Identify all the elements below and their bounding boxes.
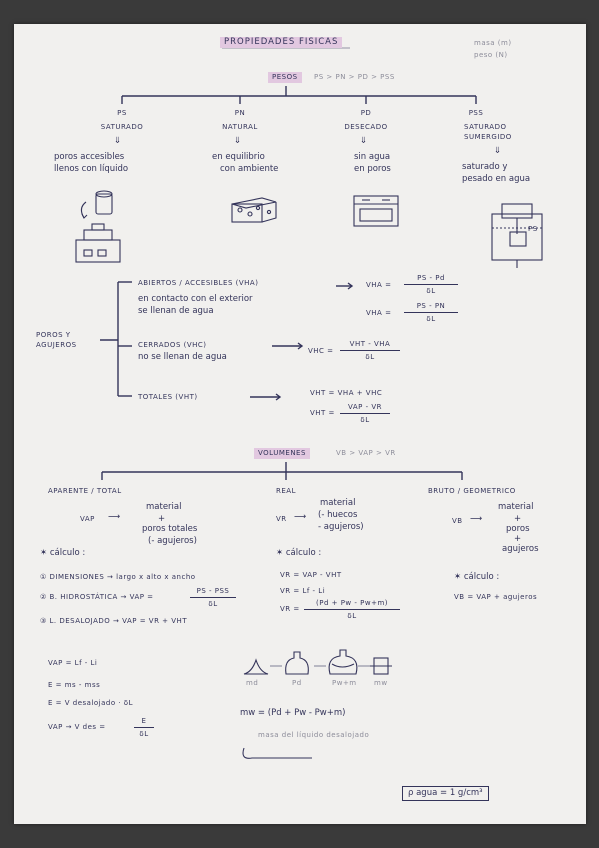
bruto-desc-1: material xyxy=(498,502,534,512)
vha-formula-1-den: δL xyxy=(426,287,436,295)
bruto-desc-5: agujeros xyxy=(502,544,539,554)
agua-density-box: ρ agua = 1 g/cm³ xyxy=(402,786,489,801)
peso-pd-abbr: PD xyxy=(360,109,372,117)
calc-aparente-2-num: PS - PSS xyxy=(190,586,236,598)
aparente-abbr: VAP xyxy=(80,515,95,523)
vha-formula-1-num: PS - Pd xyxy=(404,273,458,285)
vha-formula-2-den: δL xyxy=(426,315,436,323)
bottom-eq-3: E = V desalojado · δL xyxy=(48,699,133,707)
real-desc-2: (- huecos xyxy=(318,510,358,520)
aparente-desc-2: + xyxy=(158,514,166,524)
arrow-down-icon: ⇓ xyxy=(360,136,368,146)
arrow-right-icon: ⟶ xyxy=(294,512,307,522)
arrow-down-icon: ⇓ xyxy=(234,136,242,146)
peso-pd-desc-2: en poros xyxy=(354,164,391,174)
scale-icons xyxy=(76,191,542,758)
poros-label-2: AGUJEROS xyxy=(36,341,77,349)
pesos-order: PS > PN > PD > PSS xyxy=(314,73,395,81)
calc-aparente-3: ③ L. DESALOJADO → VAP = VR + VHT xyxy=(40,617,188,625)
arrow-right-icon: ⟶ xyxy=(470,514,483,524)
calculo-real-label: ✶ cálculo : xyxy=(276,548,322,558)
bottom-eq-4-den: δL xyxy=(139,730,149,738)
peso-pn-desc-2: con ambiente xyxy=(220,164,279,174)
arrow-down-icon: ⇓ xyxy=(114,136,122,146)
calc-real-2: VR = Lf - Li xyxy=(280,587,326,595)
peso-ps-name: SATURADO xyxy=(100,123,144,131)
peso-pss-desc-2: pesado en agua xyxy=(462,174,531,184)
flask-label-md: md xyxy=(246,679,259,687)
bruto-desc-4: + xyxy=(514,534,522,544)
calc-aparente-2: ② B. HIDROSTÁTICA → VAP = xyxy=(40,593,154,601)
volumenes-title: VOLUMENES xyxy=(254,448,310,459)
vht-formula-2-den: δL xyxy=(360,416,370,424)
calc-aparente-1: ① DIMENSIONES → largo x alto x ancho xyxy=(40,573,196,581)
peso-pss-name-1: SATURADO xyxy=(464,123,507,131)
real-title: REAL xyxy=(276,487,296,495)
icon-label-ps: PS xyxy=(528,225,538,233)
peso-pn-desc-1: en equilibrio xyxy=(212,152,265,162)
pesos-title: PESOS xyxy=(268,72,302,83)
vha-formula-1-lhs: VHA = xyxy=(366,281,392,289)
peso-pd-name: DESECADO xyxy=(344,123,388,131)
totales-title: TOTALES (VHT) xyxy=(138,393,198,401)
peso-ps-desc-2: llenos con líquido xyxy=(54,164,129,174)
bruto-abbr: VB xyxy=(452,517,463,525)
volumenes-order: VB > VAP > VR xyxy=(336,449,396,457)
vhc-formula-den: δL xyxy=(365,353,375,361)
calc-real-3: VR = xyxy=(280,605,300,613)
poros-label-1: POROS Y xyxy=(36,331,71,339)
aparente-desc-4: (- agujeros) xyxy=(148,536,197,546)
mw-formula: mw = (Pd + Pw - Pw+m) xyxy=(240,708,346,718)
calculo-aparente-label: ✶ cálculo : xyxy=(40,548,86,558)
vht-formula-2-num: VAP - VR xyxy=(340,402,390,414)
vhc-formula-lhs: VHC = xyxy=(308,347,334,355)
bottom-eq-2: E = ms - mss xyxy=(48,681,101,689)
page-title: PROPIEDADES FISICAS xyxy=(220,37,342,48)
flask-label-mw: mw xyxy=(374,679,388,687)
bottom-eq-1: VAP = Lf - Li xyxy=(48,659,98,667)
mw-note: masa del líquido desalojado xyxy=(258,731,370,739)
corner-note-2: peso (N) xyxy=(474,51,508,59)
flask-label-pd: Pd xyxy=(292,679,302,687)
calculo-bruto-label: ✶ cálculo : xyxy=(454,572,500,582)
calc-bruto: VB = VAP + agujeros xyxy=(454,593,538,601)
peso-ps-desc-1: poros accesibles xyxy=(54,152,125,162)
cerrados-title: CERRADOS (VHC) xyxy=(138,341,207,349)
abiertos-desc-1: en contacto con el exterior xyxy=(138,294,253,304)
peso-pn-abbr: PN xyxy=(234,109,246,117)
bruto-desc-2: + xyxy=(514,514,522,524)
bottom-eq-4: VAP → V des = xyxy=(48,723,106,731)
notebook-page xyxy=(14,24,586,824)
bottom-eq-4-num: E xyxy=(134,716,154,728)
bruto-desc-3: poros xyxy=(506,524,530,534)
real-desc-1: material xyxy=(320,498,356,508)
flask-label-pwm: Pw+m xyxy=(332,679,357,687)
aparente-desc-3: poros totales xyxy=(142,524,198,534)
aparente-desc-1: material xyxy=(146,502,182,512)
abiertos-title: ABIERTOS / ACCESIBLES (VHA) xyxy=(138,279,259,287)
cerrados-desc: no se llenan de agua xyxy=(138,352,227,362)
vha-formula-2-num: PS - PN xyxy=(404,301,458,313)
vht-formula-1: VHT = VHA + VHC xyxy=(310,389,383,397)
calc-aparente-2-den: δL xyxy=(208,600,218,608)
peso-pss-abbr: PSS xyxy=(468,109,484,117)
arrow-right-icon: ⟶ xyxy=(108,512,121,522)
peso-pn-name: NATURAL xyxy=(222,123,258,131)
real-desc-3: - agujeros) xyxy=(318,522,364,532)
arrow-down-icon: ⇓ xyxy=(494,146,502,156)
vht-formula-2-lhs: VHT = xyxy=(310,409,335,417)
calc-real-3-num: (Pd + Pw - Pw+m) xyxy=(304,598,400,610)
peso-pss-desc-1: saturado y xyxy=(462,162,508,172)
aparente-title: APARENTE / TOTAL xyxy=(48,487,122,495)
peso-ps-abbr: PS xyxy=(117,109,127,117)
calc-real-1: VR = VAP - VHT xyxy=(280,571,342,579)
vha-formula-2-lhs: VHA = xyxy=(366,309,392,317)
abiertos-desc-2: se llenan de agua xyxy=(138,306,214,316)
corner-note-1: masa (m) xyxy=(474,39,512,47)
vhc-formula-num: VHT - VHA xyxy=(340,339,400,351)
peso-pss-name-2: SUMERGIDO xyxy=(464,133,512,141)
real-abbr: VR xyxy=(276,515,287,523)
bruto-title: BRUTO / GEOMETRICO xyxy=(428,487,516,495)
calc-real-3-den: δL xyxy=(347,612,357,620)
peso-pd-desc-1: sin agua xyxy=(354,152,391,162)
